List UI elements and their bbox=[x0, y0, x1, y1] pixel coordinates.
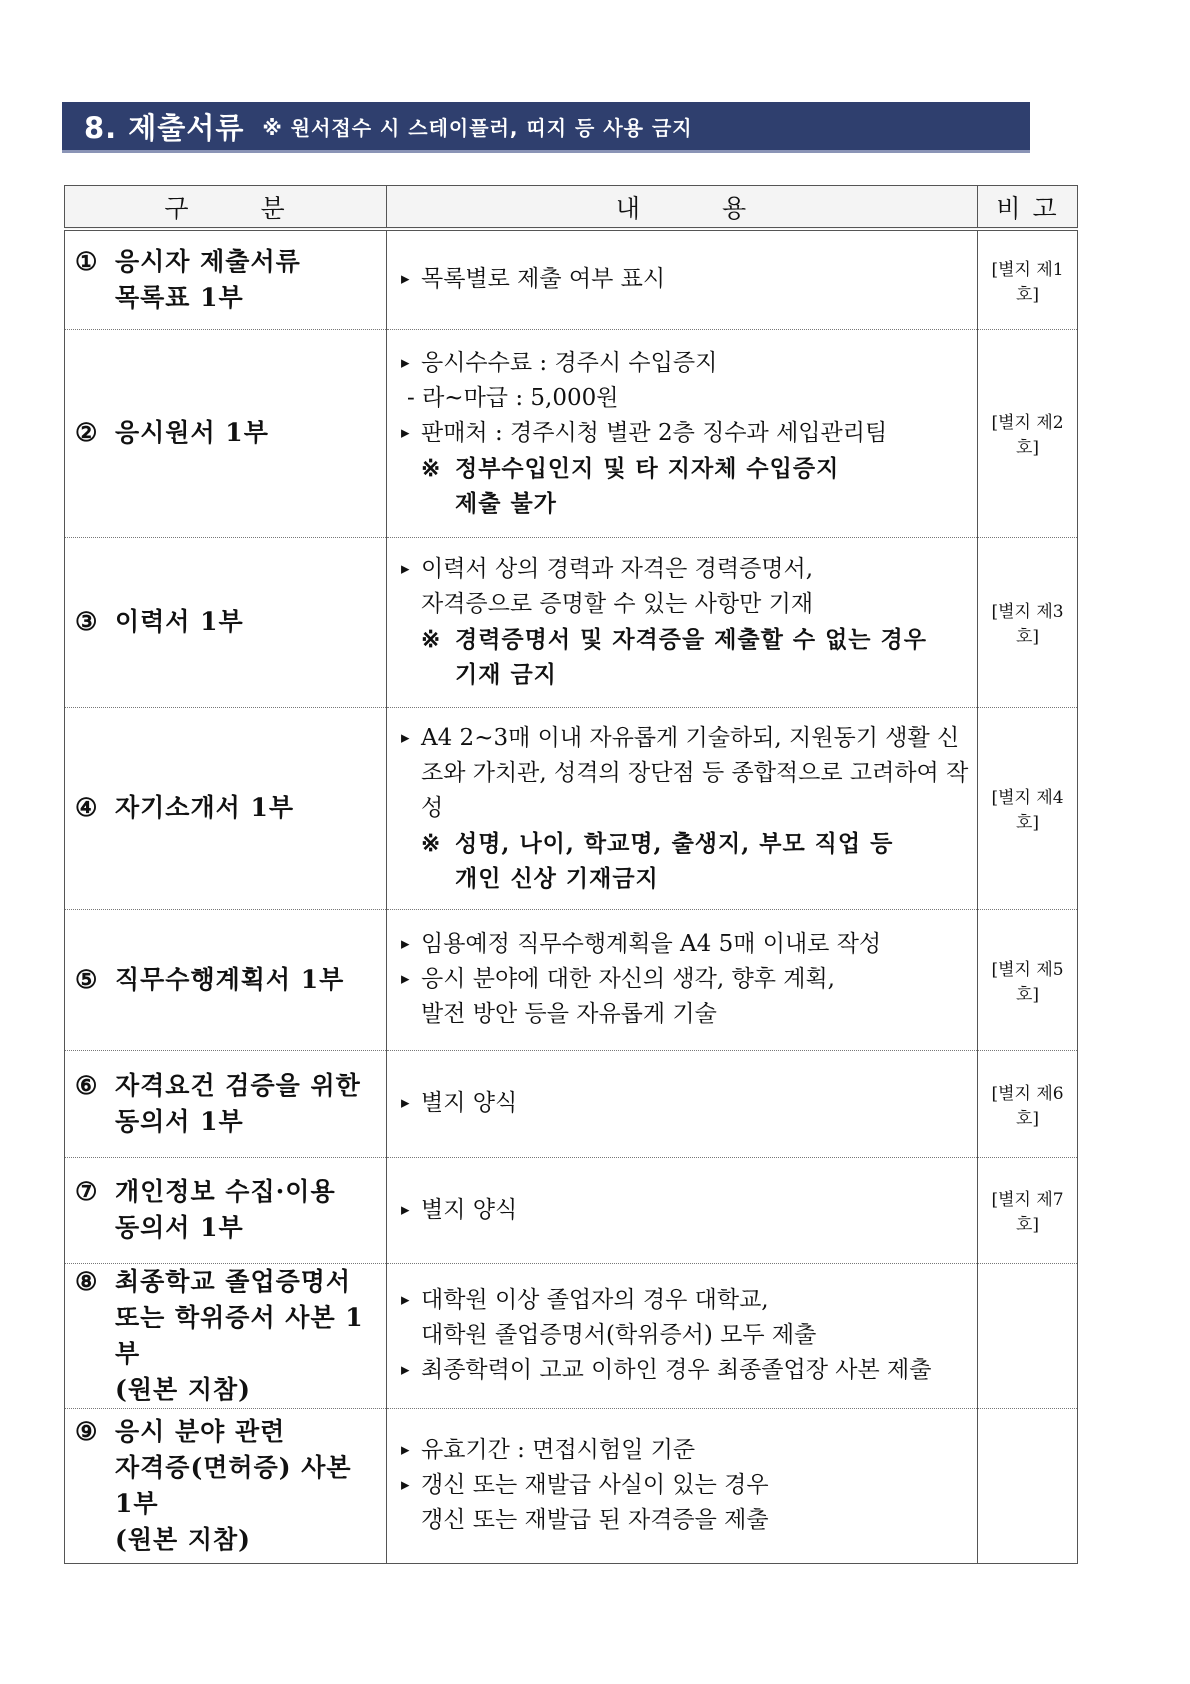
notice-item bbox=[401, 622, 969, 692]
table-row bbox=[65, 1408, 1078, 1563]
bullet-item bbox=[401, 927, 969, 962]
notice-mark: ※ bbox=[421, 829, 442, 857]
row-note: [별지 제6호] bbox=[978, 1050, 1078, 1157]
row-note: [별지 제1호] bbox=[978, 229, 1078, 329]
row-note: [별지 제2호] bbox=[978, 329, 1078, 537]
bullet-text: 목록별로 제출 여부 표시 bbox=[421, 266, 666, 293]
row-category bbox=[65, 1050, 387, 1157]
row-content bbox=[387, 1408, 978, 1563]
notice-text-cont: 개인 신상 기재금지 bbox=[455, 864, 659, 892]
row-category bbox=[65, 1263, 387, 1408]
bullet-text: 최종학력이 고교 이하인 경우 최종졸업장 사본 제출 bbox=[421, 1357, 932, 1383]
row-category bbox=[65, 1157, 387, 1263]
row-content bbox=[387, 329, 978, 537]
row-number: ⑨ bbox=[75, 1416, 99, 1446]
notice-mark: ※ bbox=[421, 626, 442, 653]
row-content bbox=[387, 707, 978, 909]
bullet-text: 응시 분야에 대한 자신의 생각, 향후 계획, bbox=[421, 966, 835, 992]
table-row bbox=[65, 1263, 1078, 1408]
row-title: 자격요건 검증을 위한 bbox=[115, 1070, 361, 1100]
table-row bbox=[65, 707, 1078, 909]
bullet-text: 별지 양식 bbox=[421, 1090, 518, 1116]
row-content bbox=[387, 909, 978, 1050]
row-note: [별지 제5호] bbox=[978, 909, 1078, 1050]
bullet-item bbox=[401, 416, 969, 451]
row-content bbox=[387, 1157, 978, 1263]
bullet-text: A4 2~3매 이내 자유롭게 기술하되, 지원동기 생활 신조와 가치관, 성격의 장단점 등 종합적으로 고려하여 작성 bbox=[421, 724, 969, 821]
row-title: 응시자 제출서류 bbox=[115, 246, 301, 276]
row-number: ④ bbox=[75, 793, 99, 822]
row-title: 응시원서 1부 bbox=[115, 418, 269, 447]
bullet-text: 갱신 또는 재발급 사실이 있는 경우 bbox=[421, 1472, 769, 1498]
row-title: 이력서 1부 bbox=[115, 607, 244, 636]
row-title-line2: 동의서 1부 bbox=[115, 1213, 244, 1242]
row-number: ⑦ bbox=[75, 1177, 99, 1206]
row-number: ② bbox=[75, 418, 99, 447]
notice-text-cont: 기재 금지 bbox=[455, 661, 557, 688]
row-title-line2: 동의서 1부 bbox=[115, 1106, 244, 1136]
bullet-item bbox=[401, 721, 969, 826]
row-note: [별지 제4호] bbox=[978, 707, 1078, 909]
section-note: ※ 원서접수 시 스테이플러, 띠지 등 사용 금지 bbox=[262, 115, 693, 140]
section-title: 8. 제출서류 bbox=[84, 110, 245, 145]
row-title: 응시 분야 관련 bbox=[115, 1416, 286, 1446]
notice-item bbox=[401, 451, 969, 521]
header-category: 구 분 bbox=[65, 186, 387, 230]
table-header-row bbox=[65, 186, 1078, 230]
notice-text: 경력증명서 및 자격증을 제출할 수 없는 경우 bbox=[455, 626, 927, 653]
table-row bbox=[65, 909, 1078, 1050]
notice-item bbox=[401, 826, 969, 896]
row-number: ⑥ bbox=[75, 1070, 99, 1100]
bullet-item bbox=[401, 1283, 969, 1353]
row-category bbox=[65, 229, 387, 329]
row-title-line3: (원본 지참) bbox=[115, 1374, 251, 1404]
bullet-text-cont: 대학원 졸업증명서(학위증서) 모두 제출 bbox=[421, 1322, 817, 1348]
row-note: [별지 제7호] bbox=[978, 1157, 1078, 1263]
notice-mark: ※ bbox=[421, 454, 442, 482]
row-category bbox=[65, 707, 387, 909]
row-number: ③ bbox=[75, 607, 99, 636]
header-content: 내 용 bbox=[387, 186, 978, 230]
documents-table bbox=[64, 185, 1078, 1564]
row-category bbox=[65, 909, 387, 1050]
row-note: [별지 제3호] bbox=[978, 537, 1078, 707]
bullet-item bbox=[401, 346, 969, 381]
row-title-line2: 또는 학위증서 사본 1부 bbox=[115, 1302, 364, 1368]
row-title-line2: 자격증(면허증) 사본 1부 bbox=[115, 1452, 352, 1518]
bullet-text-cont: 갱신 또는 재발급 된 자격증을 제출 bbox=[421, 1507, 769, 1533]
bullet-text-cont: 발전 방안 등을 자유롭게 기술 bbox=[421, 1001, 717, 1027]
bullet-item bbox=[401, 1193, 969, 1228]
bullet-text-cont: 자격증으로 증명할 수 있는 사항만 기재 bbox=[421, 591, 814, 617]
table-row bbox=[65, 1050, 1078, 1157]
bullet-text: 별지 양식 bbox=[421, 1196, 518, 1223]
row-title: 최종학교 졸업증명서 bbox=[115, 1266, 352, 1296]
row-category bbox=[65, 329, 387, 537]
bullet-text: 판매처 : 경주시청 별관 2층 징수과 세입관리팀 bbox=[421, 419, 888, 446]
notice-text: 정부수입인지 및 타 지자체 수입증지 bbox=[455, 454, 840, 482]
row-category bbox=[65, 1408, 387, 1563]
bullet-item bbox=[401, 1468, 969, 1538]
row-content bbox=[387, 1050, 978, 1157]
row-number: ① bbox=[75, 246, 99, 276]
table-row bbox=[65, 537, 1078, 707]
row-title: 자기소개서 1부 bbox=[115, 793, 294, 822]
row-number: ⑤ bbox=[75, 964, 99, 994]
bullet-item bbox=[401, 262, 969, 297]
bullet-text: 응시수수료 : 경주시 수입증지 bbox=[421, 349, 718, 376]
bullet-text: 대학원 이상 졸업자의 경우 대학교, bbox=[421, 1287, 769, 1313]
row-content bbox=[387, 537, 978, 707]
row-category bbox=[65, 537, 387, 707]
bullet-text: 이력서 상의 경력과 자격은 경력증명서, bbox=[421, 556, 814, 582]
bullet-item bbox=[401, 1353, 969, 1388]
bullet-item bbox=[401, 1433, 969, 1468]
row-title: 개인정보 수집·이용 bbox=[115, 1177, 336, 1206]
table-row bbox=[65, 329, 1078, 537]
row-content bbox=[387, 1263, 978, 1408]
notice-text-cont: 제출 불가 bbox=[455, 489, 557, 517]
bullet-text: 임용예정 직무수행계획을 A4 5매 이내로 작성 bbox=[421, 931, 882, 957]
bullet-item bbox=[401, 1086, 969, 1121]
bullet-item bbox=[401, 962, 969, 1032]
row-note bbox=[978, 1263, 1078, 1408]
row-note bbox=[978, 1408, 1078, 1563]
table-row bbox=[65, 229, 1078, 329]
row-content bbox=[387, 229, 978, 329]
table-row bbox=[65, 1157, 1078, 1263]
notice-text: 성명, 나이, 학교명, 출생지, 부모 직업 등 bbox=[455, 829, 894, 857]
section-header bbox=[62, 102, 1030, 153]
row-number: ⑧ bbox=[75, 1266, 99, 1296]
header-note: 비 고 bbox=[978, 186, 1078, 230]
bullet-item bbox=[401, 552, 969, 622]
bullet-text: 유효기간 : 면접시험일 기준 bbox=[421, 1437, 696, 1463]
row-title-line3: (원본 지참) bbox=[115, 1524, 251, 1554]
sub-item: - 라~마급 : 5,000원 bbox=[407, 384, 619, 411]
row-title: 직무수행계획서 1부 bbox=[115, 964, 345, 994]
row-title-line2: 목록표 1부 bbox=[115, 282, 244, 312]
